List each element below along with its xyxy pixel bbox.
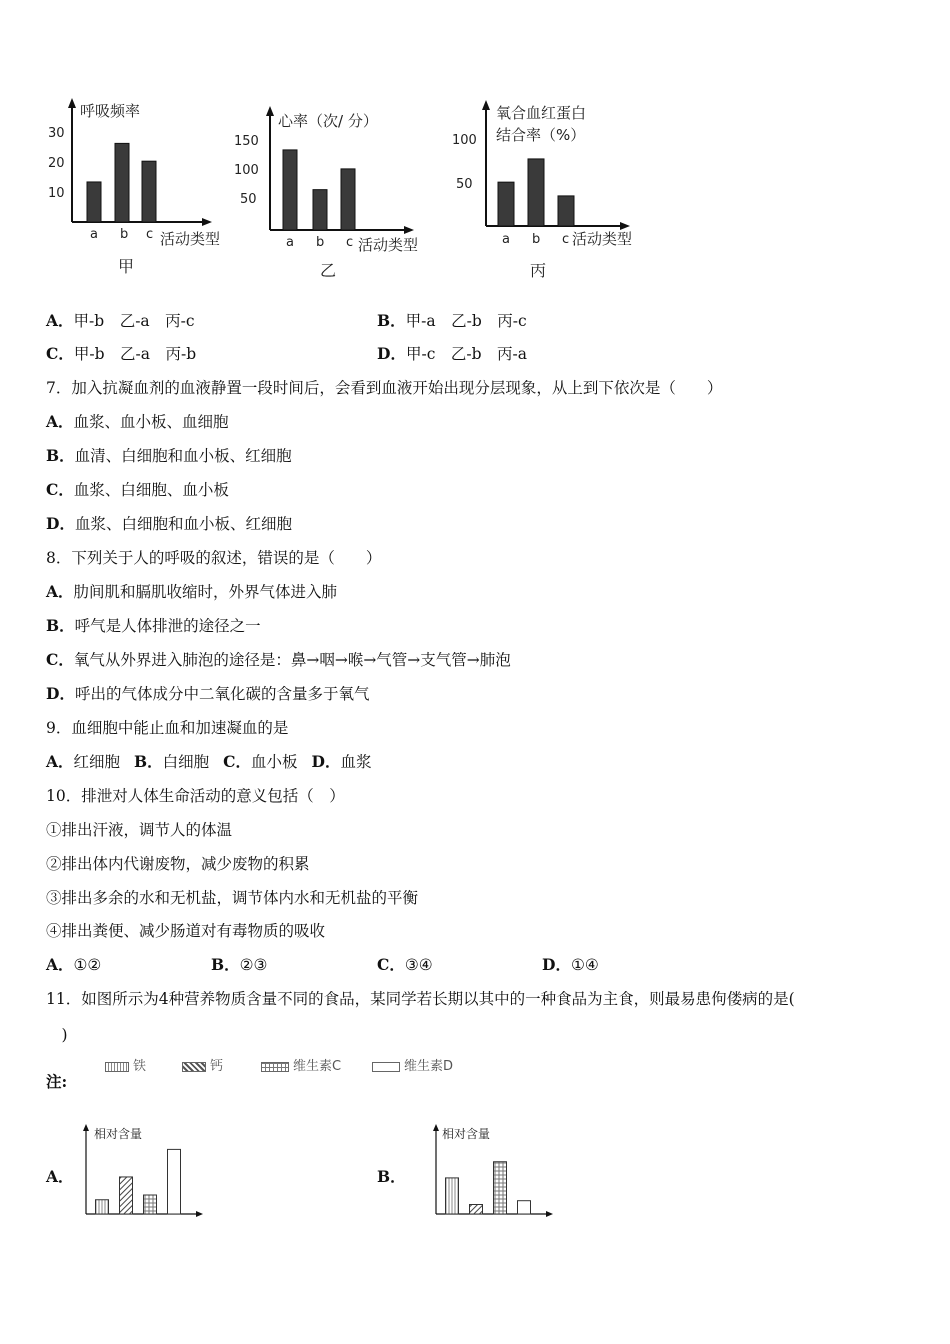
- bar-vitamin-c: [494, 1162, 507, 1214]
- legend-calcium: [182, 1056, 223, 1078]
- y-axis-label: 心率（次/ 分）: [278, 112, 378, 130]
- option-text: 血浆、血小板、血细胞: [73, 413, 229, 431]
- q9-option-d[interactable]: [312, 753, 372, 771]
- option-key: D．: [311, 752, 341, 771]
- x-tick-b: b: [120, 227, 129, 242]
- option-key: B．: [46, 446, 75, 465]
- option-text: ③④: [404, 956, 433, 974]
- option-key: D．: [377, 344, 406, 363]
- q10-item-2: ②排出体内代谢废物，减少废物的积累: [46, 855, 310, 873]
- q10-option-c[interactable]: [377, 955, 433, 975]
- q8-option-a[interactable]: [46, 582, 337, 602]
- option-text: 呼气是人体排泄的途径之一: [74, 617, 261, 635]
- q9-options: [46, 752, 372, 772]
- bar-calcium: [470, 1205, 483, 1215]
- x-tick-a: a: [90, 227, 98, 242]
- y-tick-20: 20: [48, 156, 65, 171]
- bar-iron: [96, 1200, 109, 1214]
- q9-option-a[interactable]: [46, 753, 120, 771]
- option-text: 甲-a 乙-b 丙-c: [405, 312, 527, 330]
- bar-calcium: [120, 1177, 133, 1214]
- q9-option-c[interactable]: [223, 753, 297, 771]
- y-tick-50: 50: [456, 177, 473, 192]
- option-text: 甲-b 乙-a 丙-b: [73, 345, 197, 363]
- q11-stem-line1: 11．如图所示为4种营养物质含量不同的食品，某同学若长期以其中的一种食品为主食，则最易患佝偻病的是(: [46, 990, 795, 1008]
- q6-option-b[interactable]: [377, 311, 527, 331]
- bar-a: [87, 182, 101, 222]
- q8-option-d[interactable]: [46, 684, 369, 704]
- y-tick-30: 30: [48, 126, 65, 141]
- bar-c: [341, 169, 355, 230]
- chart-label: 乙: [320, 261, 337, 280]
- q10-stem: 10．排泄对人体生命活动的意义包括（ ）: [46, 787, 345, 805]
- legend-vitamin-d: [372, 1056, 453, 1078]
- option-text: ①②: [73, 956, 102, 974]
- option-key: A．: [46, 582, 74, 601]
- x-tick-b: b: [532, 232, 541, 247]
- bar-vitamin-c: [144, 1195, 157, 1214]
- q10-option-b[interactable]: [211, 955, 267, 975]
- bar-vitamin-d: [518, 1201, 531, 1214]
- option-key: D．: [46, 514, 75, 533]
- q11-option-a-label[interactable]: A．: [46, 1167, 74, 1186]
- option-text: ②③: [239, 956, 268, 974]
- q7-stem: 7．加入抗凝血剂的血液静置一段时间后，会看到血液开始出现分层现象，从上到下依次是（ ）: [46, 379, 723, 397]
- option-text: 血浆: [340, 753, 372, 771]
- option-key: B．: [377, 311, 406, 330]
- legend-vitamin-c: [261, 1056, 341, 1078]
- x-tick-c: c: [146, 227, 154, 242]
- q9-option-b[interactable]: [134, 753, 209, 771]
- option-key: A．: [46, 311, 74, 330]
- x-tick-c: c: [346, 235, 354, 250]
- option-key: C．: [377, 955, 405, 974]
- q11-option-b-label[interactable]: B．: [377, 1167, 406, 1186]
- bar-iron: [446, 1178, 459, 1214]
- option-key: A．: [46, 955, 74, 974]
- option-text: 血小板: [251, 753, 298, 771]
- option-key: C．: [46, 650, 74, 669]
- x-axis-label: 活动类型: [572, 230, 633, 248]
- bar-b: [313, 190, 327, 230]
- calcium-swatch-icon: [182, 1062, 206, 1072]
- y-tick-10: 10: [48, 186, 65, 201]
- chart-jia: [40, 96, 240, 276]
- y-axis-label-line1: 氧合血红蛋白: [496, 104, 587, 122]
- q10-option-d[interactable]: [542, 955, 599, 975]
- vitamin-d-swatch-icon: [372, 1062, 400, 1072]
- bar-c: [142, 161, 156, 222]
- y-axis-label-line2: 结合率（%）: [496, 126, 586, 144]
- q10-item-3: ③排出多余的水和无机盐，调节体内水和无机盐的平衡: [46, 889, 419, 907]
- option-text: 氧气从外界进入肺泡的途径是：鼻→咽→喉→气管→支气管→肺泡: [73, 651, 511, 669]
- bar-b: [115, 143, 129, 222]
- bar-a: [283, 150, 297, 230]
- bar-vitamin-d: [168, 1149, 181, 1214]
- chart-label: 甲: [118, 257, 135, 276]
- y-tick-100: 100: [452, 133, 477, 148]
- x-axis-label: 活动类型: [160, 230, 221, 248]
- q8-option-b[interactable]: [46, 616, 261, 636]
- q6-option-d[interactable]: [377, 344, 527, 364]
- q11-legend: [105, 1056, 485, 1080]
- iron-swatch-icon: [105, 1062, 129, 1072]
- y-axis-label: 呼吸频率: [80, 102, 141, 120]
- x-tick-c: c: [562, 232, 570, 247]
- bar-c: [558, 196, 574, 226]
- q11-chart-a[interactable]: [70, 1120, 220, 1220]
- q9-stem: 9．血细胞中能止血和加速凝血的是: [46, 719, 289, 737]
- q11-chart-b[interactable]: [420, 1120, 570, 1220]
- x-tick-b: b: [316, 235, 325, 250]
- option-key: A．: [46, 752, 74, 771]
- y-tick-50: 50: [240, 192, 257, 207]
- y-tick-100: 100: [234, 163, 259, 178]
- chart-label: 丙: [530, 261, 547, 280]
- chart-bing: [450, 98, 670, 282]
- legend-label: 维生素C: [293, 1059, 342, 1074]
- option-key: B．: [46, 616, 75, 635]
- option-text: 甲-c 乙-b 丙-a: [405, 345, 528, 363]
- x-axis-label: 活动类型: [358, 236, 419, 254]
- option-key: D．: [46, 684, 75, 703]
- option-key: A．: [46, 412, 74, 431]
- q11-stem-line2: ): [46, 1026, 68, 1044]
- chart-yi: [228, 104, 448, 284]
- y-axis-label: 相对含量: [442, 1127, 491, 1141]
- q10-item-4: ④排出粪便、减少肠道对有毒物质的吸收: [46, 922, 326, 940]
- option-text: 血浆、白细胞和血小板、红细胞: [74, 515, 292, 533]
- y-tick-150: 150: [234, 134, 259, 149]
- q10-item-1: ①排出汗液，调节人的体温: [46, 821, 233, 839]
- vitamin-c-swatch-icon: [261, 1062, 289, 1072]
- legend-label: 钙: [210, 1059, 224, 1074]
- q10-option-a[interactable]: [46, 955, 101, 975]
- legend-label: 维生素D: [404, 1059, 454, 1074]
- y-axis-label: 相对含量: [94, 1127, 143, 1141]
- option-text: 甲-b 乙-a 丙-c: [73, 312, 195, 330]
- option-key: B．: [134, 752, 163, 771]
- legend-iron: [105, 1056, 146, 1078]
- q6-option-a[interactable]: [46, 311, 195, 331]
- legend-label: 铁: [133, 1059, 147, 1074]
- option-key: B．: [211, 955, 240, 974]
- q8-stem: 8．下列关于人的呼吸的叙述，错误的是（ ）: [46, 549, 382, 567]
- bar-a: [498, 182, 514, 226]
- option-text: 红细胞: [73, 753, 121, 771]
- q7-option-d[interactable]: [46, 514, 292, 534]
- x-tick-a: a: [286, 235, 294, 250]
- option-key: C．: [223, 752, 252, 771]
- q11-note-label: 注:: [46, 1072, 68, 1091]
- option-text: 肋间肌和膈肌收缩时，外界气体进入肺: [73, 583, 338, 601]
- q7-option-a[interactable]: [46, 412, 229, 432]
- option-text: ①④: [570, 956, 599, 974]
- option-key: C．: [46, 480, 74, 499]
- option-text: 白细胞: [162, 753, 210, 771]
- q6-option-c[interactable]: [46, 344, 196, 364]
- option-text: 血浆、白细胞、血小板: [73, 481, 229, 499]
- bar-b: [528, 159, 544, 226]
- q7-option-b[interactable]: [46, 446, 292, 466]
- x-tick-a: a: [502, 232, 510, 247]
- q7-option-c[interactable]: [46, 480, 229, 500]
- option-text: 呼出的气体成分中二氧化碳的含量多于氧气: [74, 685, 370, 703]
- option-key: C．: [46, 344, 74, 363]
- q8-option-c[interactable]: [46, 650, 511, 670]
- option-key: D．: [542, 955, 571, 974]
- option-text: 血清、白细胞和血小板、红细胞: [74, 447, 292, 465]
